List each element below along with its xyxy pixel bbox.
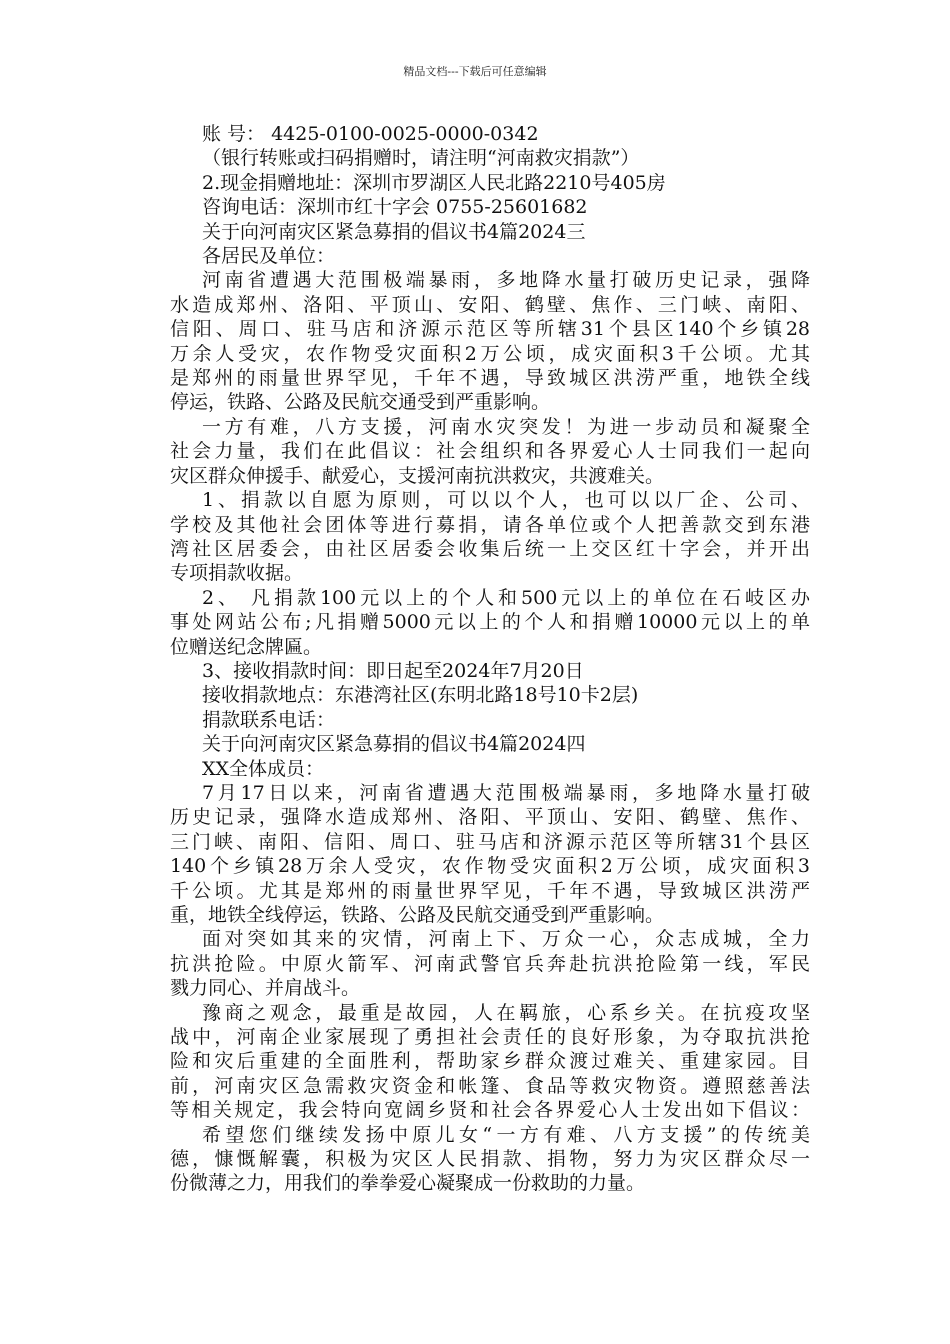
text-line: 信阳、周口、驻马店和济源示范区等所辖31个县区140个乡镇28 xyxy=(170,318,810,341)
text-line: 千公顷。尤其是郑州的雨量世界罕见，千年不遇，导致城区洪涝严 xyxy=(170,879,810,902)
text-line: 抗洪抢险。中原火箭军、河南武警官兵奔赴抗洪抢险第一线，军民 xyxy=(170,952,810,975)
text-line: 一方有难，八方支援，河南水灾突发！为进一步动员和凝聚全 xyxy=(202,415,810,438)
text-line: 等相关规定，我会特向宽阔乡贤和社会各界爱心人士发出如下倡议： xyxy=(170,1099,810,1122)
text-line: 豫商之观念，最重是故园，人在羁旅，心系乡关。在抗疫攻坚 xyxy=(202,1001,810,1024)
text-line: 前，河南灾区急需救灾资金和帐篷、食品等救灾物资。遵照慈善法 xyxy=(170,1074,810,1097)
text-line: 戮力同心、并肩战斗。 xyxy=(170,977,361,1000)
text-line: 2.现金捐赠地址：深圳市罗湖区人民北路2210号405房 xyxy=(202,171,666,194)
text-line: 湾社区居委会，由社区居委会收集后统一上交区红十字会，并开出 xyxy=(170,537,810,560)
text-line: 专项捐款收据。 xyxy=(170,562,304,585)
text-line: 万余人受灾，农作物受灾面积2万公顷，成灾面积3千公顷。尤其 xyxy=(170,342,810,365)
text-line: 账 号： 4425-0100-0025-0000-0342 xyxy=(202,123,539,145)
text-line: 社会力量，我们在此倡议：社会组织和各界爱心人士同我们一起向 xyxy=(170,440,810,463)
text-line: 接收捐款地点：东港湾社区(东明北路18号10卡2层) xyxy=(202,684,639,707)
text-line: 历史记录，强降水造成郑州、洛阳、平顶山、安阳、鹤壁、焦作、 xyxy=(170,806,810,829)
text-line: 希望您们继续发扬中原儿女“一方有难、八方支援”的传统美 xyxy=(202,1123,810,1146)
text-line: 咨询电话：深圳市红十字会 0755-25601682 xyxy=(202,196,588,219)
page-header: 精品文档---下载后可任意编辑 xyxy=(403,65,547,78)
text-line: 捐款联系电话： xyxy=(202,708,336,731)
text-line: 份微薄之力，用我们的拳拳爱心凝聚成一份救助的力量。 xyxy=(170,1172,646,1195)
text-line: 面对突如其来的灾情，河南上下、万众一心，众志成城，全力 xyxy=(202,928,810,951)
text-line: 位赠送纪念牌匾。 xyxy=(170,635,323,658)
text-line: （银行转账或扫码捐赠时，请注明“河南救灾捐款”） xyxy=(202,147,640,170)
text-line: 各居民及单位： xyxy=(202,245,336,268)
text-line: 险和灾后重建的全面胜利，帮助家乡群众渡过难关、重建家园。目 xyxy=(170,1050,810,1073)
text-line: 1、捐款以自愿为原则，可以以个人，也可以以厂企、公司、 xyxy=(202,489,810,512)
text-line: 水造成郑州、洛阳、平顶山、安阳、鹤壁、焦作、三门峡、南阳、 xyxy=(170,293,810,316)
text-line: 2、 凡捐款100元以上的个人和500元以上的单位在石岐区办 xyxy=(202,586,810,609)
text-line: 3、接收捐款时间：即日起至2024年7月20日 xyxy=(202,659,584,682)
text-line: 战中，河南企业家展现了勇担社会责任的良好形象，为夺取抗洪抢 xyxy=(170,1026,810,1049)
document-body xyxy=(170,122,810,1196)
text-line: 关于向河南灾区紧急募捐的倡议书4篇2024三 xyxy=(202,220,586,243)
text-line: 灾区群众伸援手、献爱心，支援河南抗洪救灾，共渡难关。 xyxy=(170,464,665,487)
text-line: 7月17日以来，河南省遭遇大范围极端暴雨，多地降水量打破 xyxy=(202,781,810,804)
text-line: 重，地铁全线停运，铁路、公路及民航交通受到严重影响。 xyxy=(170,904,665,926)
text-line: 事处网站公布;凡捐赠5000元以上的个人和捐赠10000元以上的单 xyxy=(170,611,810,634)
text-line: 140个乡镇28万余人受灾，农作物受灾面积2万公顷，成灾面积3 xyxy=(170,855,810,878)
text-line: 三门峡、南阳、信阳、周口、驻马店和济源示范区等所辖31个县区 xyxy=(170,830,810,853)
text-line: 停运，铁路、公路及民航交通受到严重影响。 xyxy=(170,391,551,414)
text-line: XX全体成员： xyxy=(202,757,325,780)
text-line: 学校及其他社会团体等进行募捐，请各单位或个人把善款交到东港 xyxy=(170,513,810,536)
text-line: 关于向河南灾区紧急募捐的倡议书4篇2024四 xyxy=(202,733,586,756)
text-line: 是郑州的雨量世界罕见，千年不遇，导致城区洪涝严重，地铁全线 xyxy=(170,367,810,390)
text-line: 河南省遭遇大范围极端暴雨，多地降水量打破历史记录，强降 xyxy=(202,269,810,292)
text-line: 德，慷慨解囊，积极为灾区人民捐款、捐物，努力为灾区群众尽一 xyxy=(170,1148,810,1171)
